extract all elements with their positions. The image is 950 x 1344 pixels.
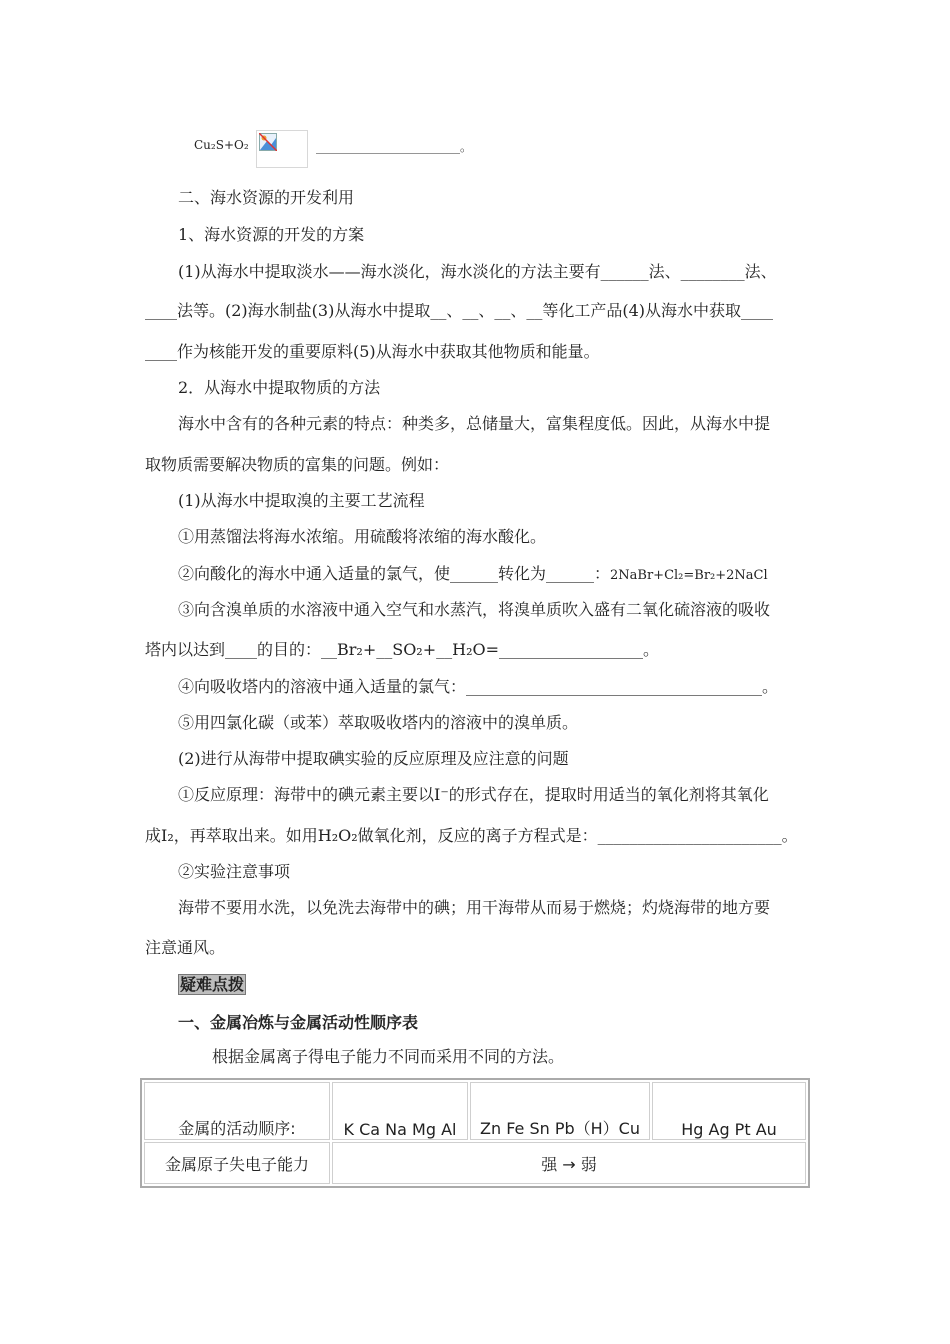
broken-image-icon — [259, 133, 277, 151]
table-cell: 强 → 弱 — [332, 1142, 806, 1184]
table-cell: Zn Fe Sn Pb（H）Cu — [470, 1082, 650, 1140]
broken-image — [256, 130, 308, 168]
iodine-title: (2)进行从海带中提取碘实验的反应原理及应注意的问题 — [178, 749, 569, 768]
metal-activity-table — [140, 1078, 810, 1188]
table-row — [144, 1142, 806, 1184]
difficulty-tag-label: 疑难点拨 — [180, 975, 245, 994]
bromine-step: ④向吸收塔内的溶液中通入适量的氯气：_____________________________________。 — [178, 677, 779, 696]
paragraph-line: ____作为核能开发的重要原料(5)从海水中获取其他物质和能量。 — [145, 342, 600, 361]
table-cell: Hg Ag Pt Au — [652, 1082, 806, 1140]
iodine-line: ①反应原理：海带中的碘元素主要以I⁻的形式存在，提取时用适当的氧化剂将其氧化 — [178, 785, 769, 804]
difficulty-title: 一、金属冶炼与金属活动性顺序表 — [178, 1013, 419, 1032]
difficulty-tag — [178, 974, 246, 996]
subsection-title-2: 2．从海水中提取物质的方法 — [178, 378, 381, 397]
iodine-line: ②实验注意事项 — [178, 862, 291, 881]
paragraph-line: 取物质需要解决物质的富集的问题。例如： — [145, 455, 450, 474]
bromine-step: ③向含溴单质的水溶液中通入空气和水蒸汽，将溴单质吹入盛有二氧化硫溶液的吸收 — [178, 600, 771, 619]
subsection-title-1: 1、海水资源的开发的方案 — [178, 225, 365, 244]
bromine-step-equation: 2NaBr+Cl₂=Br₂+2NaCl — [610, 568, 768, 583]
bromine-step: 塔内以达到____的目的：__Br₂+__SO₂+__H₂O=__________________。 — [145, 640, 660, 659]
table-row — [144, 1082, 806, 1140]
table-cell: 金属原子失电子能力 — [144, 1142, 330, 1184]
paragraph-line: 海水中含有的各种元素的特点：种类多，总储量大，富集程度低。因此，从海水中提 — [178, 414, 771, 433]
table-cell: 金属的活动顺序: — [144, 1082, 330, 1140]
iodine-line: 成I₂，再萃取出来。如用H₂O₂做氧化剂，反应的离子方程式是：_______________________。 — [145, 826, 798, 845]
section-title: 二、海水资源的开发利用 — [178, 188, 355, 207]
bromine-step-text: ②向酸化的海水中通入适量的氯气，使______转化为______： — [178, 564, 611, 583]
difficulty-intro: 根据金属离子得电子能力不同而采用不同的方法。 — [212, 1047, 565, 1066]
paragraph-line: ____法等。(2)海水制盐(3)从海水中提取__、__、__、__等化工产品(4)从海水中获取____ — [145, 301, 773, 320]
bromine-step: ⑤用四氯化碳（或苯）萃取吸收塔内的溶液中的溴单质。 — [178, 713, 579, 732]
iodine-line: 海带不要用水洗，以免洗去海带中的碘；用干海带从而易于燃烧；灼烧海带的地方要 — [178, 898, 771, 917]
bromine-step: ①用蒸馏法将海水浓缩。用硫酸将浓缩的海水酸化。 — [178, 527, 547, 546]
table-cell: K Ca Na Mg Al — [332, 1082, 468, 1140]
bromine-title: (1)从海水中提取溴的主要工艺流程 — [178, 491, 425, 510]
paragraph-line: (1)从海水中提取淡水——海水淡化，海水淡化的方法主要有______法、________法、 — [178, 262, 777, 281]
formula-blank: ________________________。 — [316, 140, 473, 154]
formula-reactant: Cu₂S+O₂ — [194, 138, 249, 152]
iodine-line: 注意通风。 — [145, 938, 226, 957]
bromine-step — [178, 563, 768, 587]
